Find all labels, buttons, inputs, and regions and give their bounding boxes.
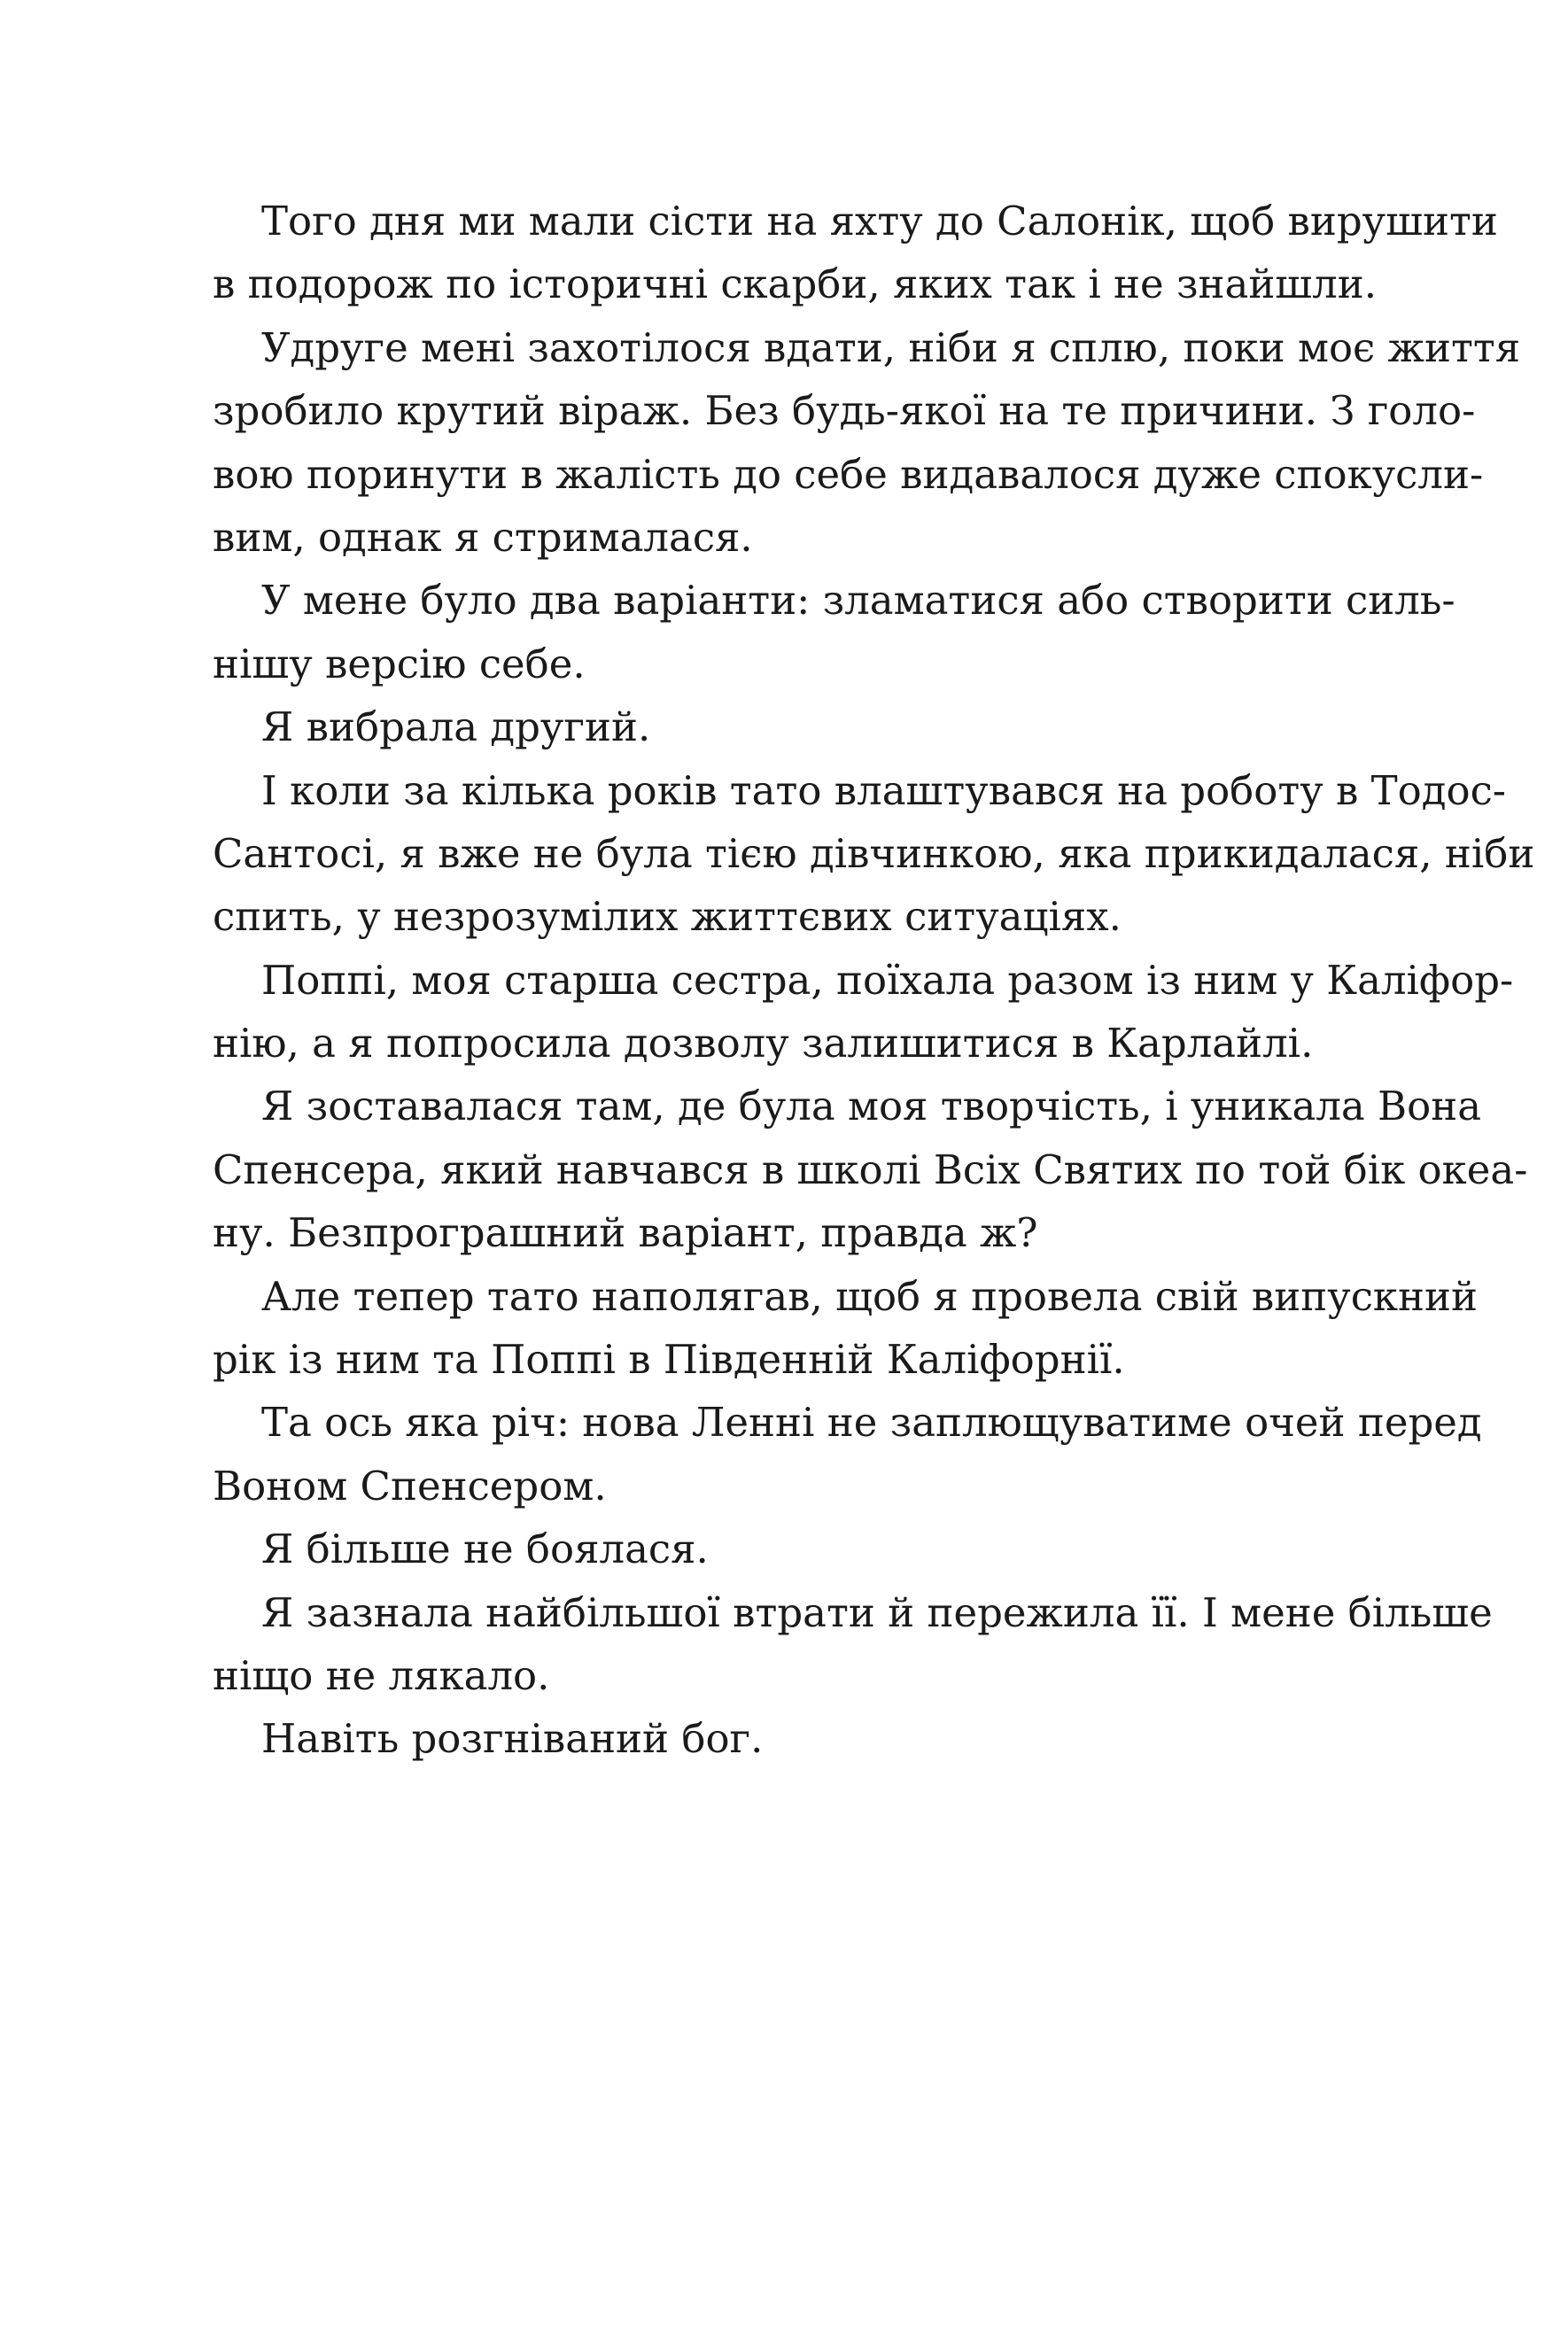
text-line: Я зоставалася там, де була моя творчість, і уникала Вона	[261, 1083, 1482, 1130]
text-line: нію, а я попросила дозволу залишитися в Карлайлі.	[213, 1020, 1314, 1067]
text-line: ну. Безпрограшний варіант, правда ж?	[213, 1209, 1038, 1257]
text-line: Я більше не боялася.	[261, 1525, 709, 1573]
body-text	[213, 190, 1535, 1771]
text-line: Та ось яка річ: нова Ленні не заплющуватиме очей перед	[261, 1399, 1482, 1447]
text-line: Я зазнала найбільшої втрати й пережила її. І мене більше	[261, 1588, 1493, 1636]
text-line: Я вибрала другий.	[261, 703, 651, 751]
text-line: Сантосі, я вже не була тією дівчинкою, яка прикидалася, ніби	[213, 829, 1535, 877]
text-line: Спенсера, який навчався в школі Всіх Святих по той бік океа-	[213, 1145, 1528, 1193]
text-line: Удруге мені захотілося вдати, ніби я сплю, поки моє життя	[261, 323, 1521, 371]
text-line: в подорож по історичні скарби, яких так і не знайшли.	[213, 260, 1378, 308]
text-line: зробило крутий віраж. Без будь-якої на те причини. З голо-	[213, 387, 1476, 435]
text-line: вою поринути в жалість до себе видавалося дуже спокусли-	[213, 450, 1484, 498]
text-line: Але тепер тато наполягав, щоб я провела свій випускний	[261, 1272, 1479, 1320]
text-line: У мене було два варіанти: зламатися або створити силь-	[261, 577, 1455, 625]
text-line: вим, однак я стрималася.	[213, 513, 753, 561]
text-line: Воном Спенсером.	[213, 1462, 607, 1510]
text-line: Поппі, моя старша сестра, поїхала разом із ним у Каліфор-	[261, 956, 1514, 1004]
text-line: ніщо не лякало.	[213, 1651, 550, 1699]
text-line: Навіть розгніваний бог.	[261, 1715, 764, 1763]
text-line: нішу версію себе.	[213, 640, 586, 687]
text-line: рік із ним та Поппі в Південній Каліфорнії.	[213, 1336, 1125, 1384]
text-line: Того дня ми мали сісти на яхту до Салонік, щоб вирушити	[261, 198, 1498, 245]
text-line: І коли за кілька років тато влаштувався на роботу в Тодос-	[261, 766, 1506, 814]
text-line: спить, у незрозумілих життєвих ситуаціях.	[213, 893, 1122, 941]
